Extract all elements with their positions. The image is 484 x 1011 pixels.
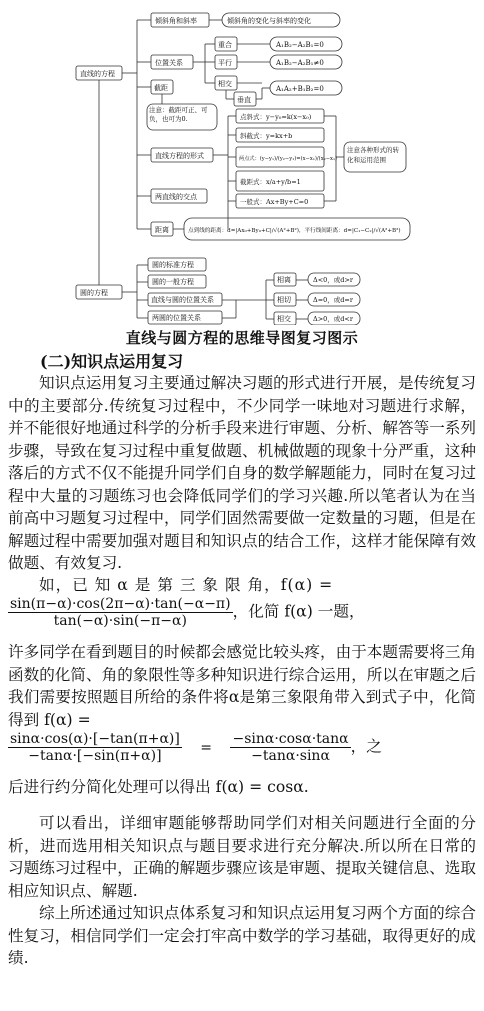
mm-incline-desc: 倾斜角的变化与斜率的变化 <box>227 17 311 25</box>
paragraph-2-body: 许多同学在看到题目的时候都会感觉比较头疼，由于本题需要将三角函数的化简、角的象限性等多种知识进行综合运用，所以在审题之后我们需要按照题目所给的条件将α是第三象限角带入到式子中，化简得到 f(α) = <box>8 643 476 729</box>
mm-line-circle: 直线与圆的位置关系 <box>151 296 214 304</box>
fraction-1-numerator: sin(π−α)·cos(2π−α)·tan(−α−π) <box>10 596 231 612</box>
fraction-3-numerator: −sinα·cosα·tanα <box>232 731 349 747</box>
mm-perp: 垂直 <box>237 96 251 104</box>
mm-intercept-form: 截距式：x/a+y/b=1 <box>240 178 301 186</box>
mm-coincide-cond: A₁B₂−A₂B₁=0 <box>276 41 324 49</box>
equals-sign: = <box>200 739 213 756</box>
mm-two-point: 两点式：(y−y₁)/(y₂−y₁)=(x−x₁)/(x₂−x₁) <box>239 156 338 162</box>
fraction-3-denominator: −tanα·sinα <box>251 748 330 764</box>
figure-caption: 直线与圆方程的思维导图复习图示 <box>125 329 359 347</box>
paragraph-3: 可以看出，详细审题能够帮助同学们对相关问题进行全面的分析，进而选用相关知识点与题目要求进行充分解决.所以所在日常的习题练习过程中，正确的解题步骤应该是审题、提取关键信息、选取相应知识点、解题. <box>8 814 476 900</box>
fraction-3 <box>230 731 350 764</box>
section-title: (二)知识点运用复习 <box>40 352 184 371</box>
mm-circle-general: 圆的一般方程 <box>152 278 194 286</box>
formula-1 <box>8 596 476 629</box>
formula-1-tail: ，化简 f(α) 一题， <box>232 602 365 621</box>
paragraph-2-end: 后进行约分简化处理可以得出 f(α) = cosα. <box>8 778 309 796</box>
mm-position: 位置关系 <box>155 59 183 67</box>
mm-circle-circle: 两圆的位置关系 <box>152 314 201 322</box>
mm-separate: 相离 <box>277 276 291 284</box>
formula-2 <box>8 731 476 764</box>
fraction-2 <box>8 731 182 764</box>
mm-coincide: 重合 <box>218 41 232 49</box>
mind-map-diagram <box>0 0 484 325</box>
mm-root-circle: 圆的方程 <box>80 289 108 297</box>
fraction-1 <box>8 596 233 629</box>
formula-2-tail: ，之 <box>350 737 382 756</box>
mm-tangent-cond: Δ=0，或d=r <box>313 296 353 304</box>
mm-intercept: 截距 <box>154 84 168 92</box>
mm-parallel: 平行 <box>218 59 232 67</box>
mm-forms: 直线方程的形式 <box>155 152 204 160</box>
mm-parallel-cond: A₁B₂−A₂B₁≠0 <box>276 59 324 67</box>
mm-distance-formula: 点到线的距离：d=|Ax₀+By₀+C|/√(A²+B²)，平行线间距离：d=|C₁−C₂|/√(A²+B²) <box>188 228 401 234</box>
mm-general-form: 一般式：Ax+By+C=0 <box>240 198 309 206</box>
fraction-2-numerator: sinα·cos(α)·[−tan(π+α)] <box>10 731 180 747</box>
mm-separate-cond: Δ<0，或d>r <box>313 276 353 284</box>
mm-distance: 距离 <box>155 226 169 234</box>
mm-point-slope: 点斜式：y−y₀=k(x−x₀) <box>240 113 312 121</box>
mm-intersect-cond: Δ>0，或d<r <box>313 315 353 323</box>
mm-intersect: 相交 <box>218 80 232 88</box>
mm-incline: 倾斜角和斜率 <box>155 17 197 25</box>
fraction-2-denominator: −tanα·[−sin(π+α)] <box>28 748 162 764</box>
mm-perp-cond: A₁A₂+B₁B₂=0 <box>276 85 324 93</box>
mm-tangent: 相切 <box>277 296 291 304</box>
mm-slope-int: 斜截式：y=kx+b <box>240 132 293 140</box>
paragraph-1: 知识点运用复习主要通过解决习题的形式进行开展，是传统复习中的主要部分.传统复习过程中，不少同学一味地对习题进行求解，并不能很好地通过科学的分析手段来进行审题、分析、解答等一系列步骤，导致在复习过程中重复做题、机械做题的现象十分严重，这种落后的方式不仅不能提升同学们自身的数学解题能力，同时在复习过程中大量的习题练习也会降低同学们的学习兴趣.所以笔者认为在当前高中习题复习过程中，同学们固然需要做一定数量的习题，但是在解题过程中需要加强对题目和知识点的结合工作，这样才能保障有效做题、有效复习. <box>8 374 476 572</box>
mm-circle-standard: 圆的标准方程 <box>152 261 194 269</box>
mm-intercept-note: 注意：截距可正、可负，也可为0. <box>149 106 208 123</box>
mm-forms-note: 注意各种形式的转化和运用范围 <box>347 146 399 164</box>
paragraph-4: 综上所述通过知识点体系复习和知识点运用复习两个方面的综合性复习，相信同学们一定会打牢高中数学的学习基础，取得更好的成绩. <box>8 904 476 967</box>
mm-intersection: 两直线的交点 <box>155 193 197 201</box>
mm-intersect-c: 相交 <box>277 315 291 323</box>
fraction-1-denominator: tan(−α)·sin(−π−α) <box>53 613 187 629</box>
paragraph-2-intro: 如，已 知 α 是 第 三 象 限 角，f(α) = <box>39 576 334 594</box>
mm-root-line: 直线的方程 <box>80 70 115 78</box>
